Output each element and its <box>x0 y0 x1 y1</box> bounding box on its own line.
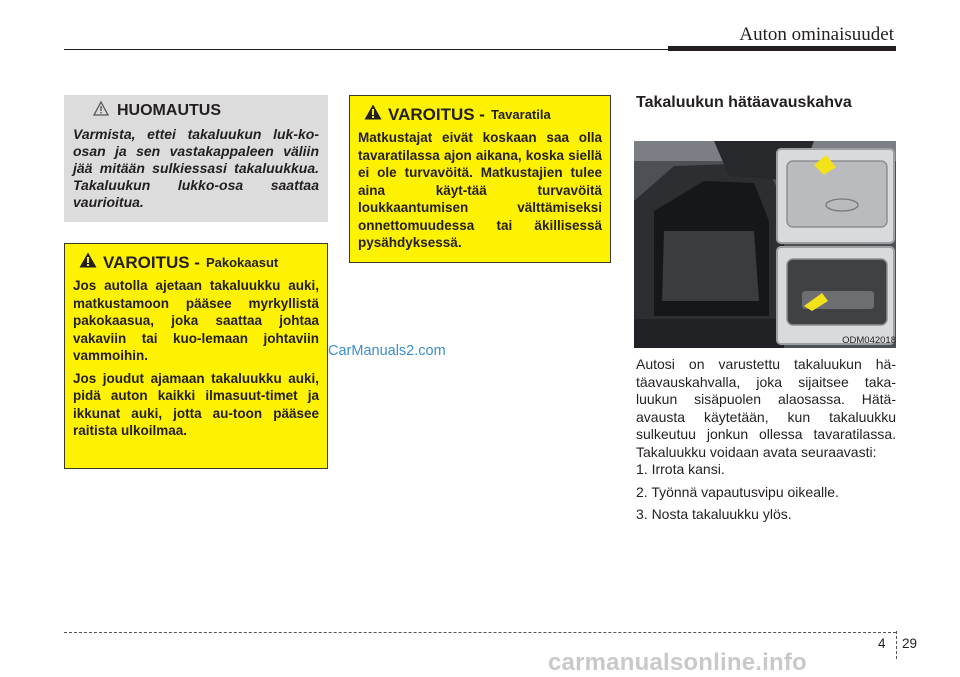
step-item: 1. Irrota kansi. <box>636 461 725 477</box>
section-body-text: Autosi on varustettu takaluukun hä-täavauskahvalla, joka sijaitsee taka-luukun sisäpuolen alaosassa. Hätä-avausta käytetään, kun takaluukku sulkeutuu jonkun ollessa tavaratilassa. Takaluukku voidaan avata seuraavasti: <box>636 356 896 460</box>
step-item: 2. Työnnä vapautusvipu oikealle. <box>636 483 839 500</box>
caution-triangle-icon <box>93 101 109 121</box>
header-rule <box>64 49 668 50</box>
warning-triangle-icon <box>79 252 97 273</box>
steps-list <box>636 461 839 529</box>
warning-exhaust-para1: Jos autolla ajetaan takaluukku auki, matkustamoon pääsee myrkyllistä pakokaasua, joka saattaa johtaa vakaviin tai kuo-lemaan johtaviin vammoihin. <box>73 278 319 363</box>
page-number: 29 <box>902 636 918 651</box>
footer-rule <box>64 632 896 633</box>
section-body <box>636 356 896 461</box>
warning-exhaust-subject: Pakokaasut <box>205 255 279 270</box>
caution-text: Varmista, ettei takaluukun luk-ko-osan ja sen vastakappaleen väliin jää mitään sulkiessasi takaluukkua. Takaluukun lukko-osa saattaa vaurioitua. <box>73 126 319 210</box>
footer-divider <box>896 631 897 659</box>
warning-cargo-subject: Tavaratila <box>490 107 551 122</box>
step-item: 3. Nosta takaluukku ylös. <box>636 506 792 522</box>
warning-triangle-icon <box>364 104 382 125</box>
header-bar <box>668 46 896 51</box>
warning-exhaust-para2: Jos joudut ajamaan takaluukku auki, pidä auton kaikki ilmasuut-timet ja ikkunat auki, jotta au-toon pääsee raitista ulkoilmaa. <box>73 370 319 438</box>
warning-exhaust-heading <box>79 252 319 273</box>
running-header: Auton ominaisuudet <box>739 24 894 45</box>
watermark-link[interactable]: CarManuals2.com <box>328 343 446 359</box>
footer-watermark-link[interactable]: carmanualsonline.info <box>548 649 807 676</box>
warning-cargo-text: Matkustajat eivät koskaan saa olla tavaratilassa ajon aikana, koska siellä ei ole turvavöitä. Matkustajien tulee aina käyt-tää turvavöitä loukkaantumisen välttämiseksi onnettomuudessa tai äkillisessä pysähdyksessä. <box>358 130 602 250</box>
tailgate-illustration <box>634 141 896 348</box>
section-title: Takaluukun hätäavauskahva <box>636 94 852 111</box>
warning-exhaust-box <box>64 243 328 469</box>
warning-cargo-word: VAROITUS - <box>388 104 485 124</box>
caution-heading <box>93 101 319 121</box>
warning-cargo-box <box>349 95 611 263</box>
photo-code: ODM042018 <box>842 335 896 346</box>
warning-exhaust-word: VAROITUS - <box>103 252 200 272</box>
caution-box <box>64 95 328 222</box>
chapter-number: 4 <box>878 636 886 651</box>
warning-cargo-heading <box>364 104 602 125</box>
warning-exhaust-text <box>73 277 319 440</box>
caution-heading-text: HUOMAUTUS <box>117 102 221 119</box>
tailgate-photo <box>634 141 896 348</box>
